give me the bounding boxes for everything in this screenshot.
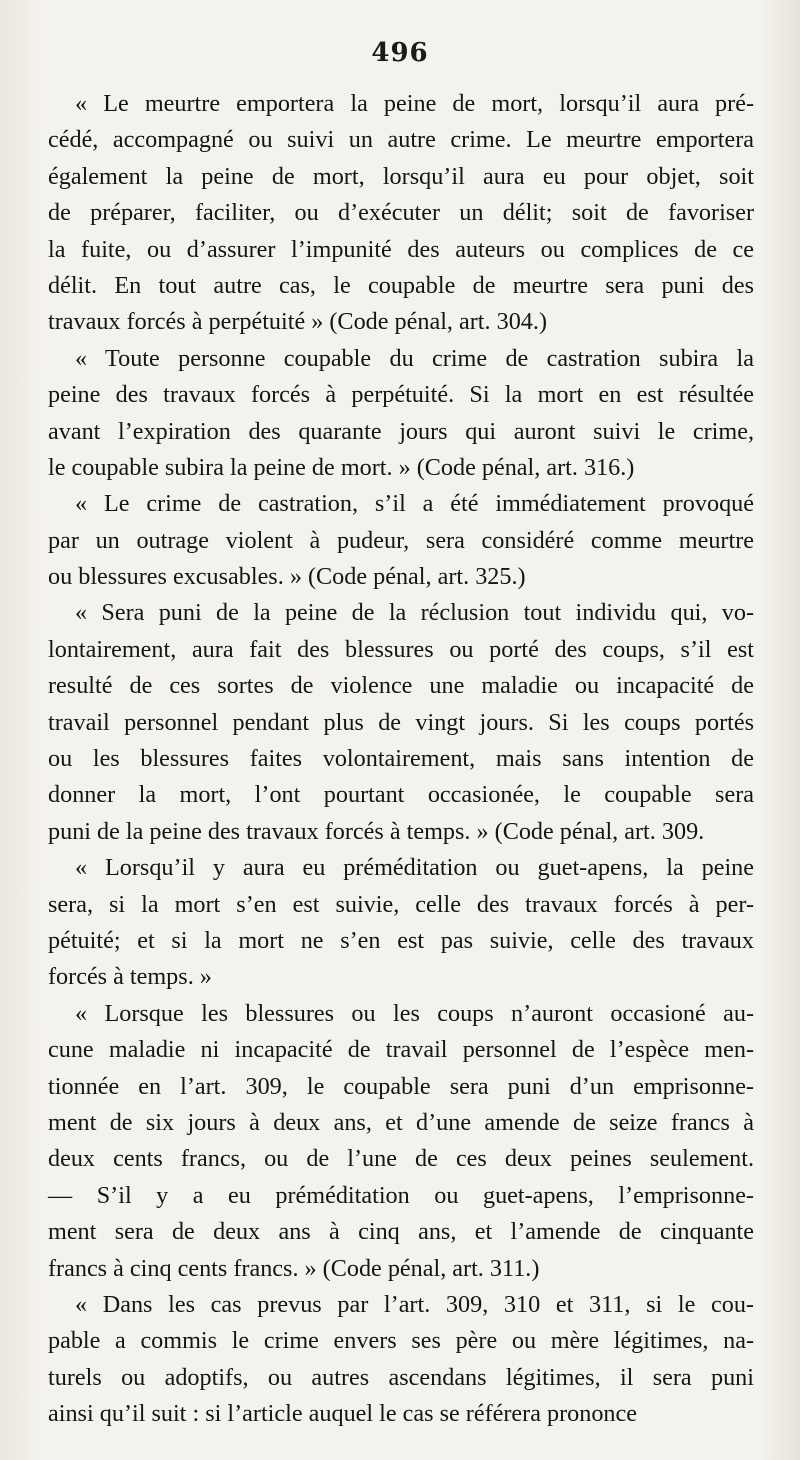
text-line: puni de la peine des travaux forcés à temps. » (Code pénal, art. 309. bbox=[48, 817, 705, 845]
paragraph bbox=[48, 595, 754, 850]
text-line: pétuité; et si la mort ne s’en est pas suivie, celle des travaux bbox=[48, 926, 754, 954]
text-line: turels ou adoptifs, ou autres ascendans légitimes, il sera puni bbox=[48, 1363, 754, 1391]
text-line: par un outrage violent à pudeur, sera considéré comme meurtre bbox=[48, 526, 754, 554]
text-line: également la peine de mort, lorsqu’il aura eu pour objet, soit bbox=[48, 162, 754, 190]
text-line: lontairement, aura fait des blessures ou porté des coups, s’il est bbox=[48, 635, 754, 663]
paragraph bbox=[48, 1287, 754, 1433]
text-line: « Lorsqu’il y aura eu préméditation ou guet-apens, la peine bbox=[75, 854, 754, 882]
text-line: « Le meurtre emportera la peine de mort, lorsqu’il aura pré- bbox=[75, 90, 754, 117]
text-line: la fuite, ou d’assurer l’impunité des auteurs ou complices de ce bbox=[48, 235, 754, 263]
text-line: tionnée en l’art. 309, le coupable sera puni d’un emprisonne- bbox=[48, 1072, 754, 1100]
text-line: délit. En tout autre cas, le coupable de meurtre sera puni des bbox=[48, 271, 754, 299]
page-number: 496 bbox=[371, 38, 429, 68]
text-line: — S’il y a eu préméditation ou guet-apens, l’emprisonne- bbox=[48, 1181, 754, 1209]
page-body bbox=[48, 86, 754, 1432]
text-line: forcés à temps. » bbox=[48, 963, 212, 991]
text-line: ment de six jours à deux ans, et d’une amende de seize francs à bbox=[48, 1108, 754, 1136]
text-line: travail personnel pendant plus de vingt jours. Si les coups portés bbox=[48, 708, 754, 736]
text-line: cune maladie ni incapacité de travail personnel de l’espèce men- bbox=[48, 1036, 754, 1064]
text-line: de préparer, faciliter, ou d’exécuter un délit; soit de favoriser bbox=[48, 199, 754, 227]
text-line: sera, si la mort s’en est suivie, celle des travaux forcés à per- bbox=[48, 890, 754, 918]
text-line: ainsi qu’il suit : si l’article auquel le cas se référera prononce bbox=[48, 1400, 637, 1428]
text-line: francs à cinq cents francs. » (Code pénal, art. 311.) bbox=[48, 1254, 540, 1282]
text-line: « Toute personne coupable du crime de castration subira la bbox=[75, 344, 754, 372]
text-line: pable a commis le crime envers ses père ou mère légitimes, na- bbox=[48, 1327, 754, 1355]
text-line: deux cents francs, ou de l’une de ces deux peines seulement. bbox=[48, 1145, 754, 1173]
text-line: cédé, accompagné ou suivi un autre crime. Le meurtre emportera bbox=[48, 126, 754, 154]
paragraph bbox=[48, 486, 754, 595]
text-line: « Dans les cas prevus par l’art. 309, 310 et 311, si le cou- bbox=[75, 1290, 754, 1318]
text-line: ou les blessures faites volontairement, mais sans intention de bbox=[48, 745, 754, 773]
text-line: travaux forcés à perpétuité » (Code pénal, art. 304.) bbox=[48, 308, 547, 336]
text-line: donner la mort, l’ont pourtant occasionée, le coupable sera bbox=[48, 781, 754, 809]
paragraph bbox=[48, 850, 754, 996]
paragraph bbox=[48, 996, 754, 1287]
text-line: avant l’expiration des quarante jours qui auront suivi le crime, bbox=[48, 417, 754, 445]
text-line: le coupable subira la peine de mort. » (Code pénal, art. 316.) bbox=[48, 453, 635, 481]
text-line: « Sera puni de la peine de la réclusion tout individu qui, vo- bbox=[75, 599, 754, 627]
text-line: « Lorsque les blessures ou les coups n’auront occasioné au- bbox=[75, 999, 754, 1027]
text-line: peine des travaux forcés à perpétuité. Si la mort en est résultée bbox=[48, 381, 754, 409]
text-line: ment sera de deux ans à cinq ans, et l’amende de cinquante bbox=[48, 1218, 754, 1246]
text-line: ou blessures excusables. » (Code pénal, art. 325.) bbox=[48, 563, 526, 591]
paragraph bbox=[48, 341, 754, 487]
text-line: resulté de ces sortes de violence une maladie ou incapacité de bbox=[48, 672, 754, 700]
text-line: « Le crime de castration, s’il a été immédiatement provoqué bbox=[75, 490, 754, 518]
paragraph bbox=[48, 86, 754, 341]
